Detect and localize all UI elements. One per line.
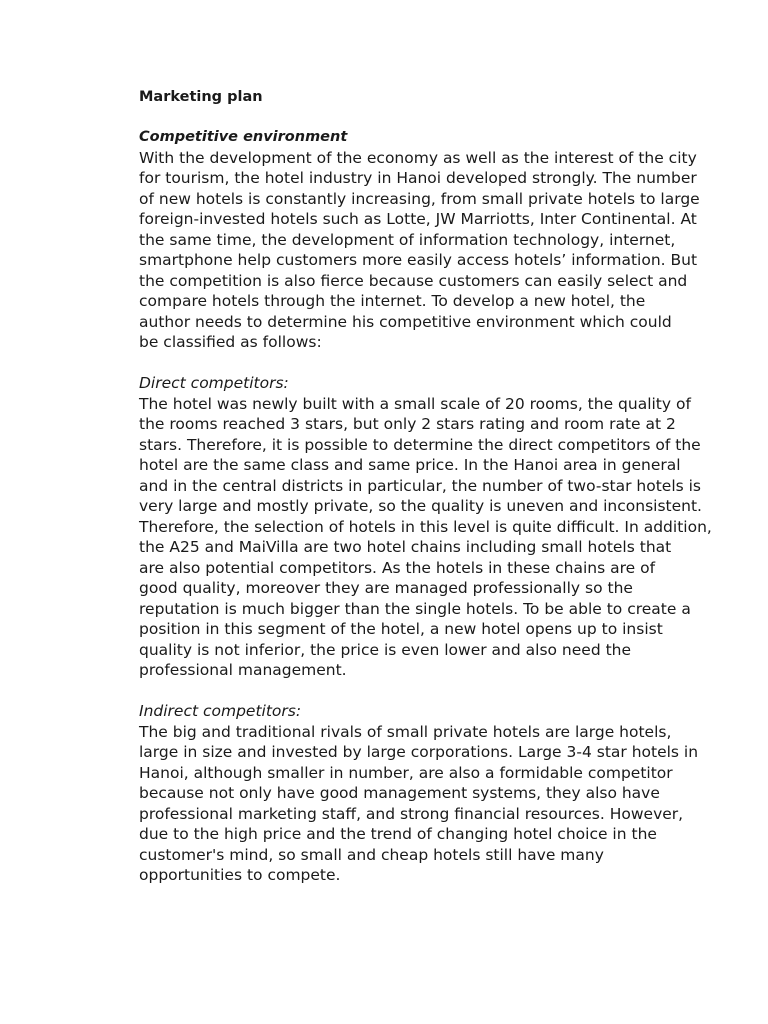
paragraph-line: reputation is much bigger than the single hotels. To be able to create a <box>139 599 691 618</box>
paragraph-line: foreign-invested hotels such as Lotte, JW Marriotts, Inter Continental. At <box>139 210 697 228</box>
paragraph-line: be classified as follows: <box>139 333 322 351</box>
paragraph-line: large in size and invested by large corporations. Large 3-4 star hotels in <box>139 743 699 761</box>
paragraph-line: professional management. <box>139 661 347 679</box>
section-heading-indirect-competitors: Indirect competitors: <box>139 702 302 720</box>
paragraph-line: smartphone help customers more easily access hotels’ information. But <box>139 251 698 269</box>
paragraph-line: The hotel was newly built with a small scale of 20 rooms, the quality of <box>139 394 691 413</box>
paragraph-line: hotel are the same class and same price. In the Hanoi area in general <box>139 456 681 474</box>
section-heading-direct-competitors: Direct competitors: <box>139 374 289 392</box>
section-direct-competitors <box>139 373 712 681</box>
paragraph-line: the rooms reached 3 stars, but only 2 stars rating and room rate at 2 <box>139 415 676 433</box>
paragraph-line: due to the high price and the trend of changing hotel choice in the <box>139 825 657 843</box>
paragraph-line: author needs to determine his competitive environment which could <box>139 312 672 331</box>
paragraph-line: quality is not inferior, the price is even lower and also need the <box>139 640 632 659</box>
paragraph-line: professional marketing staff, and strong financial resources. However, <box>139 804 684 823</box>
paragraph-line: position in this segment of the hotel, a new hotel opens up to insist <box>139 620 663 638</box>
paragraph-line: the same time, the development of information technology, internet, <box>139 230 676 249</box>
paragraph-line: customer's mind, so small and cheap hotels still have many <box>139 845 604 864</box>
paragraph-line: With the development of the economy as well as the interest of the city <box>139 148 697 167</box>
paragraph-line: for tourism, the hotel industry in Hanoi developed strongly. The number <box>139 169 697 187</box>
paragraph-line: Therefore, the selection of hotels in this level is quite difficult. In addition, <box>139 517 712 536</box>
paragraph-line: and in the central districts in particular, the number of two-star hotels is <box>139 476 702 495</box>
document-title: Marketing plan <box>139 89 263 105</box>
paragraph-line: are also potential competitors. As the hotels in these chains are of <box>139 558 656 577</box>
section-heading-competitive-environment: Competitive environment <box>139 129 348 145</box>
section-indirect-competitors <box>139 701 699 886</box>
paragraph-line: good quality, moreover they are managed professionally so the <box>139 579 633 597</box>
document-page <box>139 87 712 906</box>
paragraph-line: of new hotels is constantly increasing, from small private hotels to large <box>139 189 700 208</box>
paragraph-line: very large and mostly private, so the quality is uneven and inconsistent. <box>139 497 702 515</box>
paragraph-line: The big and traditional rivals of small private hotels are large hotels, <box>139 722 672 741</box>
paragraph-line: compare hotels through the internet. To develop a new hotel, the <box>139 292 646 310</box>
paragraph-line: because not only have good management systems, they also have <box>139 784 660 802</box>
paragraph-line: stars. Therefore, it is possible to determine the direct competitors of the <box>139 435 701 454</box>
section-competitive-environment <box>139 127 700 353</box>
paragraph-line: the A25 and MaiVilla are two hotel chains including small hotels that <box>139 538 672 556</box>
paragraph-line: the competition is also fierce because customers can easily select and <box>139 271 688 290</box>
paragraph-line: Hanoi, although smaller in number, are also a formidable competitor <box>139 763 673 782</box>
paragraph-line: opportunities to compete. <box>139 866 341 884</box>
